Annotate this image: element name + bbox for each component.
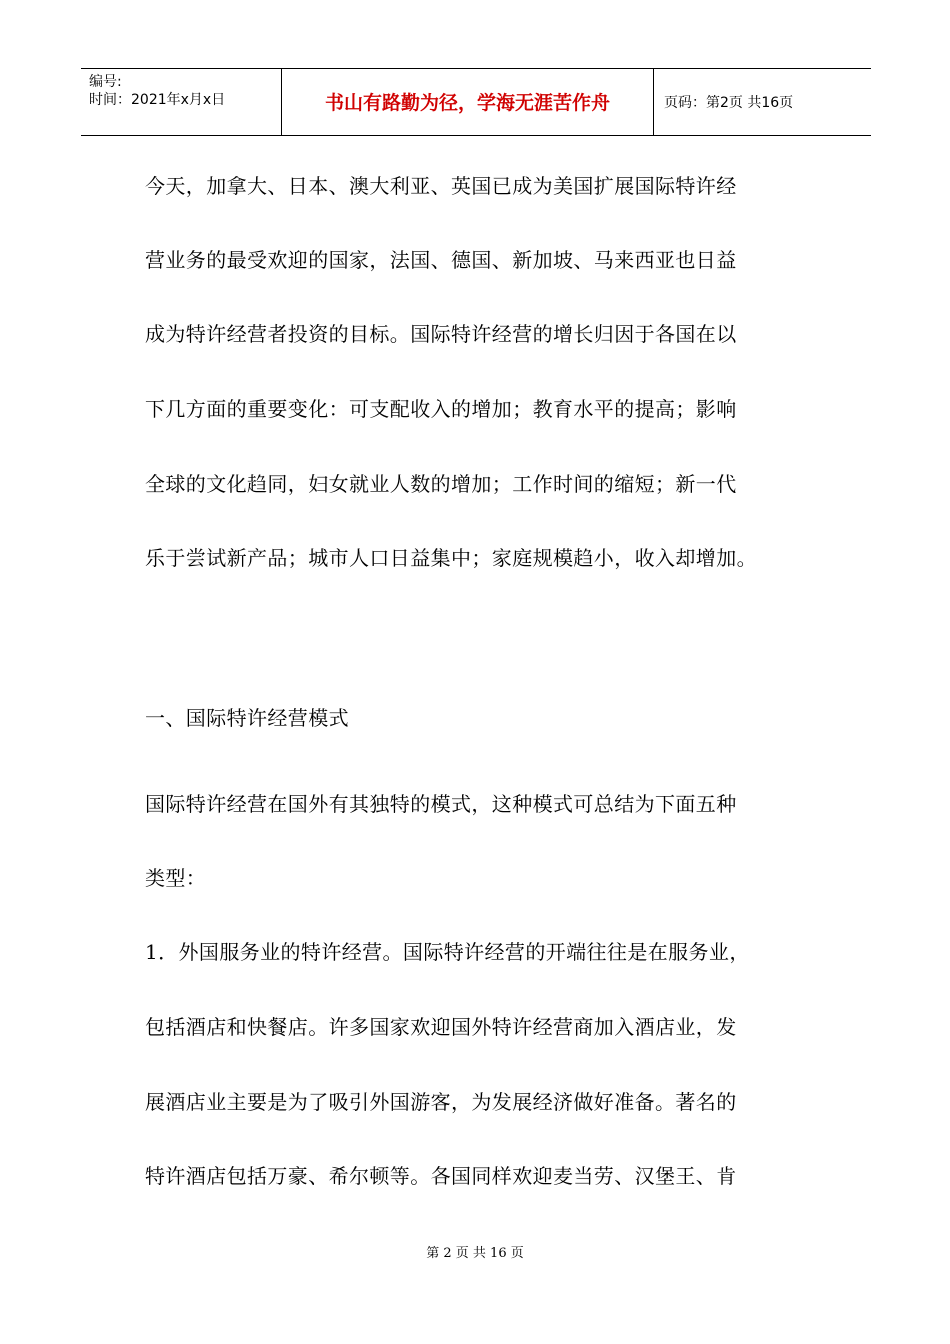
paragraph-line: 营业务的最受欢迎的国家，法国、德国、新加坡、马来西亚也日益 bbox=[145, 248, 737, 272]
paragraph-line: 下几方面的重要变化：可支配收入的增加；教育水平的提高；影响 bbox=[145, 397, 737, 421]
section-heading: 一、国际特许经营模式 bbox=[145, 706, 349, 730]
paragraph-line: 展酒店业主要是为了吸引外国游客，为发展经济做好准备。著名的 bbox=[145, 1090, 737, 1114]
paragraph-line: 成为特许经营者投资的目标。国际特许经营的增长归因于各国在以 bbox=[145, 322, 737, 346]
document-date-label: 时间：2021年x月x日 bbox=[89, 92, 226, 108]
page-header bbox=[81, 68, 871, 136]
paragraph-line: 包括酒店和快餐店。许多国家欢迎国外特许经营商加入酒店业，发 bbox=[145, 1015, 737, 1039]
header-motto-cell bbox=[282, 69, 654, 135]
header-motto: 书山有路勤为径，学海无涯苦作舟 bbox=[324, 92, 610, 114]
paragraph-line: 1．外国服务业的特许经营。国际特许经营的开端往往是在服务业， bbox=[145, 940, 750, 964]
document-number-label: 编号: bbox=[89, 74, 122, 90]
paragraph-line: 类型： bbox=[145, 866, 207, 890]
header-page-cell bbox=[654, 69, 871, 135]
paragraph-line: 全球的文化趋同，妇女就业人数的增加；工作时间的缩短；新一代 bbox=[145, 472, 737, 496]
paragraph-line: 今天，加拿大、日本、澳大利亚、英国已成为美国扩展国际特许经 bbox=[145, 174, 737, 198]
paragraph-line: 国际特许经营在国外有其独特的模式，这种模式可总结为下面五种 bbox=[145, 792, 737, 816]
header-info-cell bbox=[81, 69, 282, 135]
page-footer: 第 2 页 共 16 页 bbox=[426, 1246, 524, 1261]
header-page-info: 页码：第2页 共16页 bbox=[664, 95, 794, 111]
paragraph-line: 特许酒店包括万豪、希尔顿等。各国同样欢迎麦当劳、汉堡王、肯 bbox=[145, 1164, 737, 1188]
paragraph-line: 乐于尝试新产品；城市人口日益集中；家庭规模趋小，收入却增加。 bbox=[145, 546, 757, 570]
